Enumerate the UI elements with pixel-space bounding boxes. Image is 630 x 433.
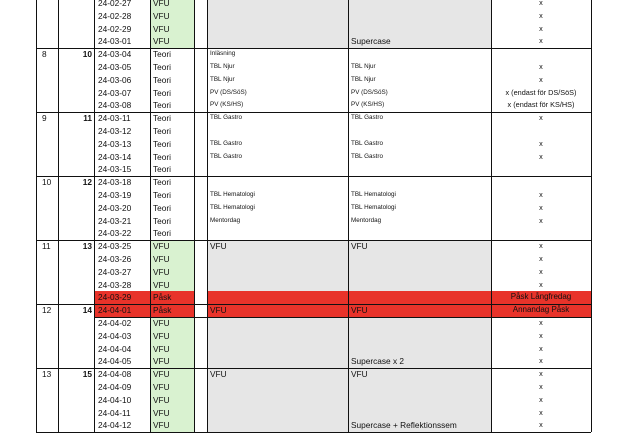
- schedule-cell[interactable]: [208, 266, 348, 279]
- activity-type-cell[interactable]: Teori: [153, 164, 171, 175]
- period-number-cell[interactable]: [58, 330, 94, 343]
- week-divider: [36, 240, 591, 241]
- activity-type-cell[interactable]: VFU: [153, 407, 170, 418]
- schedule-cell[interactable]: Mentordag: [210, 216, 241, 224]
- attendance-cell[interactable]: x: [539, 74, 543, 84]
- period-number-cell[interactable]: [58, 74, 94, 87]
- date-cell[interactable]: 24-03-08: [98, 100, 132, 111]
- schedule-cell[interactable]: [208, 23, 348, 36]
- period-number-cell[interactable]: [58, 125, 94, 138]
- week-cell[interactable]: 8: [42, 49, 47, 60]
- activity-type-cell[interactable]: VFU: [153, 369, 170, 380]
- week-cell[interactable]: [36, 189, 58, 202]
- schedule-cell[interactable]: TBL Hematologi: [210, 191, 255, 198]
- week-cell[interactable]: [36, 381, 58, 394]
- period-number-cell[interactable]: [58, 151, 94, 164]
- week-cell[interactable]: [36, 10, 58, 23]
- schedule-cell[interactable]: TBL Gastro: [351, 139, 383, 147]
- activity-type-cell[interactable]: Teori: [153, 138, 171, 149]
- schedule-cell[interactable]: [208, 125, 348, 138]
- attendance-cell[interactable]: x: [539, 215, 543, 225]
- schedule-cell[interactable]: [349, 176, 491, 189]
- date-cell[interactable]: 24-04-11: [98, 407, 131, 418]
- week-cell[interactable]: [36, 407, 58, 420]
- activity-type-cell[interactable]: VFU: [153, 420, 170, 431]
- week-divider: [36, 48, 591, 49]
- date-cell[interactable]: 24-03-06: [98, 74, 132, 85]
- attendance-cell[interactable]: x: [539, 254, 543, 263]
- period-number-cell[interactable]: [58, 343, 94, 356]
- week-cell[interactable]: [36, 125, 58, 138]
- date-cell[interactable]: 24-03-28: [98, 279, 132, 290]
- schedule-cell[interactable]: VFU: [351, 369, 368, 380]
- column-divider: [207, 0, 208, 432]
- period-number-cell[interactable]: [58, 138, 94, 151]
- week-cell[interactable]: [36, 23, 58, 36]
- week-cell[interactable]: [36, 87, 58, 100]
- activity-type-cell[interactable]: VFU: [153, 10, 170, 21]
- schedule-cell[interactable]: [208, 317, 348, 330]
- activity-type-cell[interactable]: VFU: [153, 356, 170, 367]
- attendance-cell[interactable]: x: [539, 202, 543, 212]
- date-cell[interactable]: 24-03-12: [98, 126, 132, 136]
- schedule-cell[interactable]: TBL Gastro: [210, 139, 242, 147]
- date-cell[interactable]: 24-02-27: [98, 0, 132, 8]
- week-cell[interactable]: [36, 394, 58, 407]
- attendance-cell[interactable]: x: [539, 382, 543, 391]
- activity-type-cell[interactable]: Teori: [153, 151, 171, 162]
- week-cell[interactable]: [36, 291, 58, 304]
- date-cell[interactable]: 24-03-29: [98, 292, 132, 303]
- date-cell[interactable]: 24-03-27: [98, 266, 132, 277]
- schedule-cell[interactable]: [349, 407, 491, 420]
- activity-type-cell[interactable]: Teori: [153, 190, 171, 200]
- attendance-cell[interactable]: x (endast för DS/SöS): [505, 87, 577, 97]
- date-cell[interactable]: 24-03-07: [98, 87, 132, 98]
- week-cell[interactable]: [36, 0, 58, 10]
- schedule-cell[interactable]: VFU: [210, 305, 227, 316]
- activity-type-cell[interactable]: VFU: [153, 330, 170, 341]
- period-number-cell[interactable]: [58, 355, 94, 368]
- week-cell[interactable]: [36, 215, 58, 228]
- schedule-cell[interactable]: [349, 394, 491, 407]
- week-cell[interactable]: [36, 419, 58, 432]
- period-number-cell[interactable]: [58, 202, 94, 215]
- column-divider: [591, 0, 592, 432]
- schedule-cell[interactable]: [208, 163, 348, 176]
- column-divider: [94, 0, 95, 432]
- schedule-cell[interactable]: [349, 48, 491, 61]
- date-cell[interactable]: 24-03-25: [98, 241, 132, 252]
- activity-type-cell[interactable]: Teori: [153, 202, 171, 213]
- period-number-cell[interactable]: [58, 407, 94, 420]
- date-cell[interactable]: 24-03-01: [98, 36, 132, 47]
- row-divider: [95, 317, 591, 318]
- period-number-cell[interactable]: [58, 61, 94, 74]
- schedule-cell[interactable]: Inläsning: [210, 50, 236, 58]
- period-number-cell[interactable]: [58, 266, 94, 279]
- schedule-cell[interactable]: TBL Njur: [351, 63, 376, 70]
- date-cell[interactable]: 24-03-19: [98, 190, 132, 200]
- attendance-cell[interactable]: x: [539, 241, 543, 251]
- schedule-cell[interactable]: [349, 343, 491, 356]
- schedule-cell[interactable]: [208, 253, 348, 266]
- date-cell[interactable]: 24-04-09: [98, 382, 132, 392]
- schedule-cell[interactable]: Supercase: [351, 36, 391, 47]
- period-number-cell[interactable]: [58, 163, 94, 176]
- activity-type-cell[interactable]: Teori: [153, 215, 171, 226]
- activity-type-cell[interactable]: VFU: [153, 0, 170, 8]
- schedule-cell[interactable]: [349, 253, 491, 266]
- week-divider: [36, 112, 591, 113]
- activity-type-cell[interactable]: Teori: [153, 126, 171, 136]
- schedule-cell[interactable]: [349, 0, 491, 10]
- date-cell[interactable]: 24-03-21: [98, 215, 132, 226]
- schedule-cell[interactable]: PV (DS/SöS): [210, 88, 247, 96]
- schedule-cell[interactable]: [208, 419, 348, 432]
- week-cell[interactable]: [36, 138, 58, 151]
- activity-type-cell[interactable]: Teori: [153, 62, 171, 72]
- attendance-cell[interactable]: Påsk Långfredag: [510, 292, 572, 302]
- attendance-cell[interactable]: x: [539, 23, 543, 33]
- schedule-cell[interactable]: TBL Njur: [210, 63, 235, 70]
- activity-type-cell[interactable]: Teori: [153, 228, 171, 239]
- attendance-cell[interactable]: [491, 48, 591, 61]
- period-number-cell[interactable]: [58, 0, 94, 10]
- activity-type-cell[interactable]: VFU: [153, 279, 170, 290]
- attendance-cell[interactable]: x: [539, 151, 543, 161]
- week-cell[interactable]: [36, 330, 58, 343]
- week-cell[interactable]: 13: [42, 369, 52, 380]
- period-number-cell[interactable]: 13: [82, 241, 92, 252]
- date-cell[interactable]: 24-03-22: [98, 228, 132, 239]
- schedule-cell[interactable]: PV (DS/SöS): [351, 88, 388, 96]
- activity-type-cell[interactable]: Teori: [153, 49, 171, 60]
- date-cell[interactable]: 24-04-10: [98, 394, 132, 405]
- attendance-cell[interactable]: [491, 176, 591, 189]
- activity-type-cell[interactable]: Teori: [153, 87, 171, 98]
- activity-type-cell[interactable]: VFU: [153, 36, 170, 47]
- schedule-cell[interactable]: [349, 330, 491, 343]
- schedule-cell[interactable]: TBL Njur: [351, 75, 376, 83]
- period-number-cell[interactable]: [58, 419, 94, 432]
- attendance-cell[interactable]: x: [539, 10, 543, 20]
- schedule-cell[interactable]: VFU: [210, 241, 227, 252]
- period-number-cell[interactable]: [58, 35, 94, 48]
- date-cell[interactable]: 24-03-14: [98, 151, 132, 162]
- attendance-cell[interactable]: x: [539, 318, 543, 327]
- week-divider: [36, 368, 591, 369]
- period-number-cell[interactable]: [58, 215, 94, 228]
- week-divider: [36, 176, 591, 177]
- activity-type-cell[interactable]: VFU: [153, 254, 170, 264]
- date-cell[interactable]: 24-03-18: [98, 177, 132, 188]
- activity-type-cell[interactable]: VFU: [153, 318, 170, 328]
- attendance-cell[interactable]: x: [539, 343, 543, 353]
- period-number-cell[interactable]: 12: [82, 177, 92, 188]
- attendance-cell[interactable]: x (endast för KS/HS): [507, 100, 575, 110]
- period-number-cell[interactable]: 10: [82, 49, 92, 60]
- attendance-cell[interactable]: x: [539, 356, 543, 366]
- schedule-cell[interactable]: Supercase + Reflektionssem: [351, 420, 457, 431]
- schedule-cell[interactable]: [208, 10, 348, 23]
- schedule-cell[interactable]: [208, 0, 348, 10]
- date-cell[interactable]: 24-04-08: [98, 369, 132, 380]
- period-number-cell[interactable]: [58, 227, 94, 240]
- attendance-cell[interactable]: x: [539, 279, 543, 289]
- schedule-cell[interactable]: PV (KS/HS): [210, 101, 244, 109]
- activity-type-cell[interactable]: VFU: [153, 382, 170, 392]
- attendance-cell[interactable]: x: [539, 138, 543, 148]
- week-cell[interactable]: [36, 317, 58, 330]
- date-cell[interactable]: 24-03-20: [98, 202, 132, 213]
- schedule-cell[interactable]: VFU: [210, 369, 227, 380]
- week-cell[interactable]: [36, 253, 58, 266]
- activity-type-cell[interactable]: Teori: [153, 113, 171, 124]
- week-cell[interactable]: [36, 343, 58, 356]
- schedule-cell[interactable]: [349, 291, 491, 304]
- schedule-cell[interactable]: TBL Gastro: [210, 152, 242, 160]
- schedule-cell[interactable]: [208, 227, 348, 240]
- schedule-cell[interactable]: [349, 279, 491, 292]
- attendance-cell[interactable]: x: [539, 113, 543, 123]
- schedule-cell[interactable]: [208, 291, 348, 304]
- activity-type-cell[interactable]: Teori: [153, 177, 171, 188]
- schedule-cell[interactable]: Mentordag: [351, 216, 382, 224]
- date-cell[interactable]: 24-03-05: [98, 62, 132, 72]
- schedule-cell[interactable]: [208, 330, 348, 343]
- schedule-cell[interactable]: [349, 227, 491, 240]
- schedule-cell[interactable]: [208, 35, 348, 48]
- schedule-cell[interactable]: TBL Gastro: [351, 152, 383, 160]
- column-divider: [348, 0, 349, 432]
- column-divider: [150, 0, 151, 432]
- attendance-cell[interactable]: x: [539, 36, 543, 46]
- period-number-cell[interactable]: 15: [82, 369, 92, 380]
- week-cell[interactable]: [36, 355, 58, 368]
- period-number-cell[interactable]: [58, 394, 94, 407]
- schedule-cell[interactable]: Supercase x 2: [351, 356, 405, 367]
- week-cell[interactable]: [36, 99, 58, 112]
- activity-type-cell[interactable]: VFU: [153, 343, 170, 354]
- attendance-cell[interactable]: x: [539, 407, 543, 417]
- period-number-cell[interactable]: 14: [82, 305, 92, 316]
- attendance-cell[interactable]: [491, 125, 591, 138]
- schedule-cell[interactable]: [349, 10, 491, 23]
- week-cell[interactable]: [36, 279, 58, 292]
- schedule-cell[interactable]: [349, 23, 491, 36]
- attendance-cell[interactable]: x: [539, 330, 543, 340]
- date-cell[interactable]: 24-03-13: [98, 138, 132, 149]
- date-cell[interactable]: 24-04-12: [98, 420, 132, 431]
- activity-type-cell[interactable]: VFU: [153, 241, 170, 252]
- week-cell[interactable]: [36, 61, 58, 74]
- week-cell[interactable]: 12: [42, 305, 52, 316]
- schedule-cell[interactable]: [349, 125, 491, 138]
- period-number-cell[interactable]: [58, 87, 94, 100]
- column-divider: [491, 0, 492, 432]
- week-cell[interactable]: [36, 227, 58, 240]
- attendance-cell[interactable]: [491, 227, 591, 240]
- week-cell[interactable]: 11: [42, 241, 51, 252]
- schedule-cell[interactable]: TBL Gastro: [351, 114, 383, 122]
- date-cell[interactable]: 24-04-02: [98, 318, 132, 328]
- week-cell[interactable]: [36, 35, 58, 48]
- column-divider: [36, 0, 37, 432]
- period-number-cell[interactable]: [58, 291, 94, 304]
- schedule-cell[interactable]: TBL Njur: [210, 75, 235, 83]
- attendance-cell[interactable]: x: [539, 266, 543, 276]
- period-number-cell[interactable]: [58, 381, 94, 394]
- activity-type-cell[interactable]: VFU: [153, 394, 170, 405]
- date-cell[interactable]: 24-04-04: [98, 343, 132, 354]
- date-cell[interactable]: 24-02-28: [98, 10, 132, 21]
- activity-type-cell[interactable]: VFU: [153, 266, 170, 277]
- date-cell[interactable]: 24-03-04: [98, 49, 132, 60]
- schedule-cell[interactable]: [208, 407, 348, 420]
- attendance-cell[interactable]: x: [539, 62, 543, 71]
- date-cell[interactable]: 24-04-03: [98, 330, 132, 341]
- period-number-cell[interactable]: [58, 189, 94, 202]
- week-divider: [36, 304, 591, 305]
- activity-type-cell[interactable]: Påsk: [153, 292, 172, 303]
- column-divider: [194, 0, 195, 432]
- schedule-cell[interactable]: VFU: [351, 305, 368, 316]
- schedule-cell[interactable]: VFU: [351, 241, 368, 252]
- schedule-cell[interactable]: PV (KS/HS): [351, 101, 385, 109]
- schedule-cell[interactable]: [208, 394, 348, 407]
- attendance-cell[interactable]: Annandag Påsk: [512, 305, 570, 315]
- period-number-cell[interactable]: [58, 279, 94, 292]
- schedule-cell[interactable]: [208, 279, 348, 292]
- period-number-cell[interactable]: 11: [83, 113, 92, 124]
- schedule-cell[interactable]: [208, 381, 348, 394]
- period-number-cell[interactable]: [58, 99, 94, 112]
- activity-type-cell[interactable]: Påsk: [153, 305, 172, 316]
- date-cell[interactable]: 24-04-01: [98, 305, 132, 316]
- schedule-cell[interactable]: TBL Hematologi: [210, 203, 255, 211]
- schedule-cell[interactable]: TBL Hematologi: [351, 203, 396, 211]
- week-cell[interactable]: [36, 74, 58, 87]
- attendance-cell[interactable]: x: [539, 369, 543, 379]
- schedule-cell[interactable]: [208, 176, 348, 189]
- attendance-cell[interactable]: x: [539, 190, 543, 199]
- week-cell[interactable]: [36, 202, 58, 215]
- period-number-cell[interactable]: [58, 10, 94, 23]
- schedule-cell[interactable]: [208, 343, 348, 356]
- period-number-cell[interactable]: [58, 253, 94, 266]
- schedule-cell[interactable]: [208, 355, 348, 368]
- schedule-cell[interactable]: [349, 317, 491, 330]
- activity-type-cell[interactable]: Teori: [153, 100, 171, 111]
- schedule-cell[interactable]: [349, 381, 491, 394]
- week-cell[interactable]: [36, 163, 58, 176]
- attendance-cell[interactable]: x: [539, 420, 543, 430]
- attendance-cell[interactable]: [491, 163, 591, 176]
- week-cell[interactable]: 9: [42, 113, 47, 124]
- activity-type-cell[interactable]: VFU: [153, 23, 170, 34]
- date-cell[interactable]: 24-03-15: [98, 164, 132, 175]
- date-cell[interactable]: 24-02-29: [98, 23, 132, 34]
- week-cell[interactable]: 10: [42, 177, 52, 188]
- column-divider: [58, 0, 59, 432]
- date-cell[interactable]: 24-03-11: [98, 113, 131, 124]
- date-cell[interactable]: 24-03-26: [98, 254, 132, 264]
- schedule-cell[interactable]: [349, 266, 491, 279]
- schedule-cell[interactable]: TBL Gastro: [210, 114, 242, 122]
- week-cell[interactable]: [36, 151, 58, 164]
- week-cell[interactable]: [36, 266, 58, 279]
- activity-type-cell[interactable]: Teori: [153, 74, 171, 85]
- schedule-cell[interactable]: TBL Hematologi: [351, 191, 396, 198]
- attendance-cell[interactable]: x: [539, 394, 543, 404]
- attendance-cell[interactable]: x: [539, 0, 543, 7]
- date-cell[interactable]: 24-04-05: [98, 356, 132, 367]
- schedule-cell[interactable]: [349, 163, 491, 176]
- period-number-cell[interactable]: [58, 23, 94, 36]
- period-number-cell[interactable]: [58, 317, 94, 330]
